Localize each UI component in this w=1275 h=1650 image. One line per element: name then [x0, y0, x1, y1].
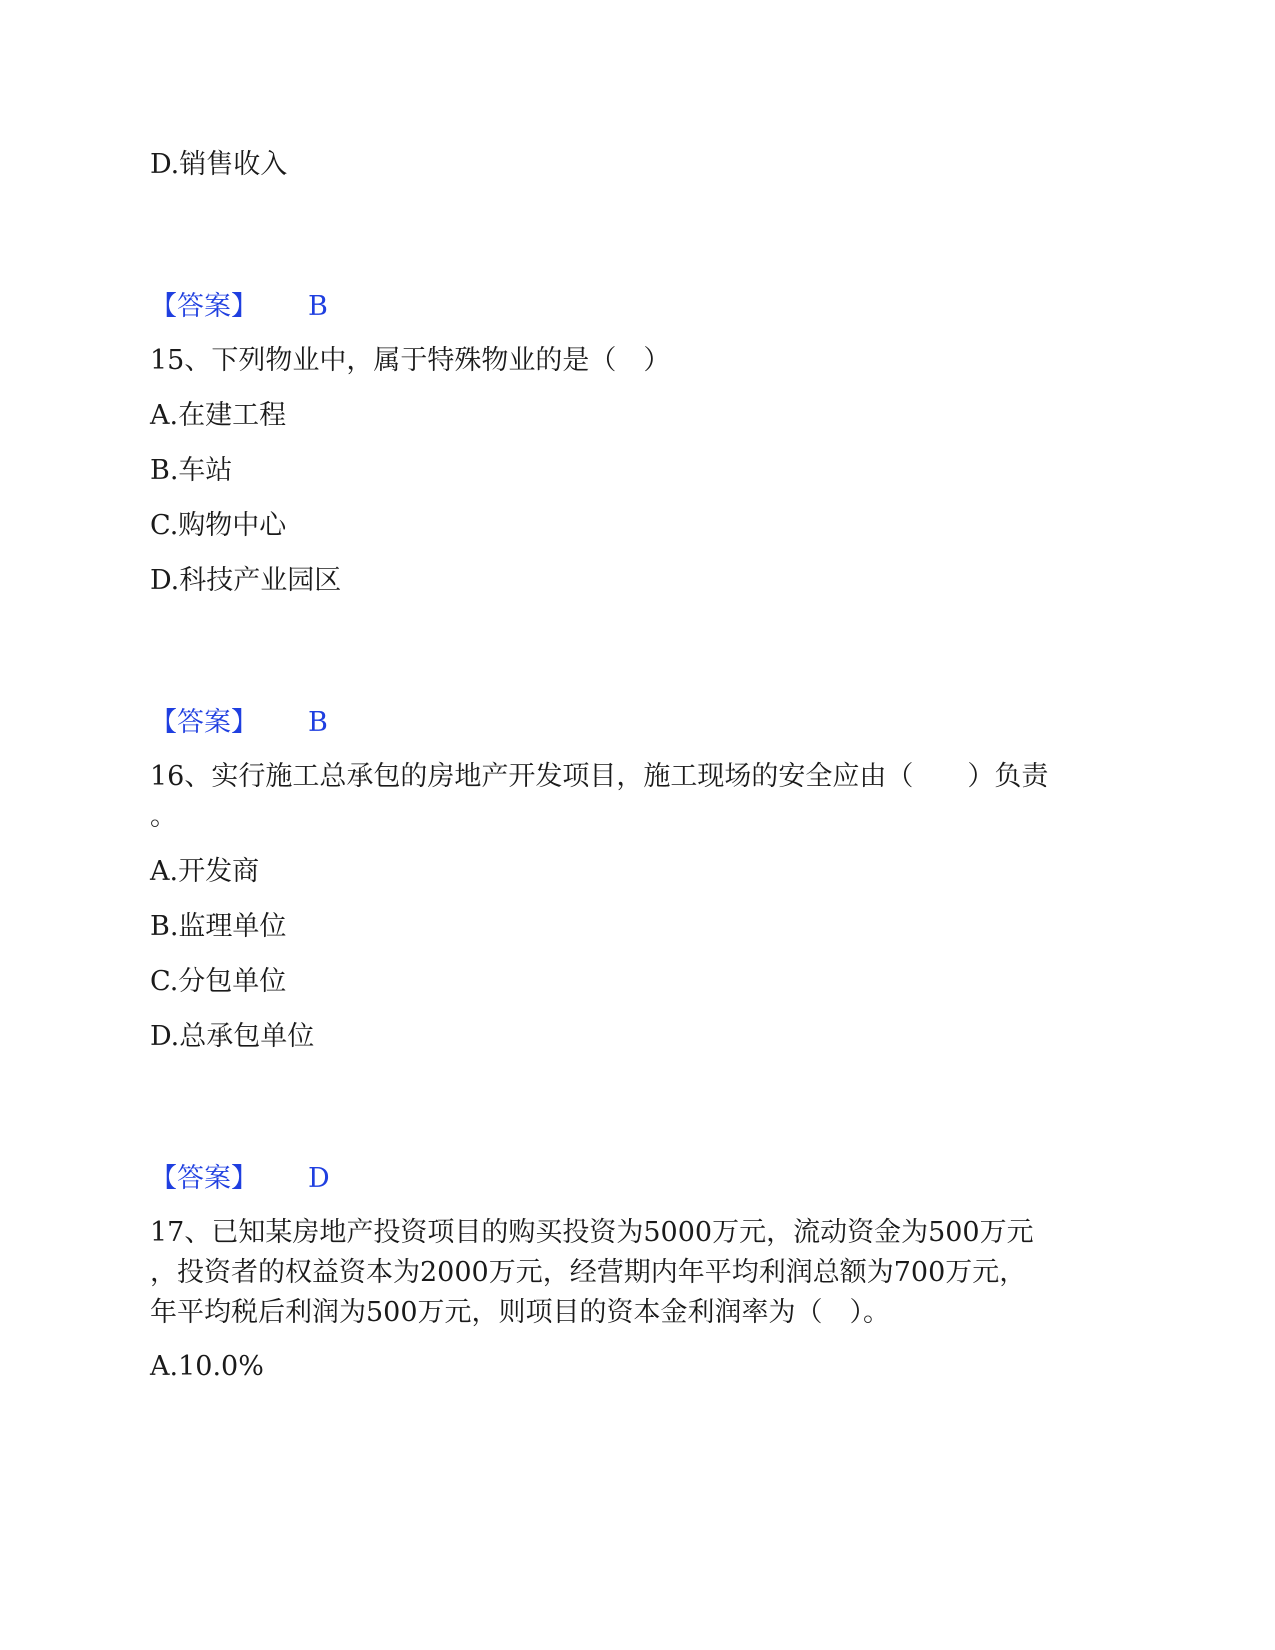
q14-option-d: D.销售收入 [150, 149, 288, 180]
answer-value: B [308, 707, 328, 738]
q16-stem-line2: 。 [150, 801, 177, 832]
answer-value: D [308, 1163, 330, 1194]
q14-answer [150, 290, 328, 324]
q17-option-a: A.10.0% [150, 1351, 264, 1382]
q15-option-d: D.科技产业园区 [150, 565, 342, 596]
answer-label: 【答案】 [150, 291, 258, 322]
q16-option-c: C.分包单位 [150, 966, 287, 997]
q15-option-b: B.车站 [150, 455, 233, 486]
answer-value: B [308, 291, 328, 322]
q16-option-b: B.监理单位 [150, 911, 287, 942]
answer-label: 【答案】 [150, 707, 258, 738]
q15-stem: 15、下列物业中，属于特殊物业的是（ ） [150, 345, 671, 376]
q17-stem-line2: ，投资者的权益资本为2000万元，经营期内年平均利润总额为700万元， [150, 1257, 1027, 1288]
q15-answer [150, 706, 328, 740]
q16-answer [150, 1162, 330, 1196]
q16-option-a: A.开发商 [150, 856, 260, 887]
q15-option-a: A.在建工程 [150, 400, 287, 431]
q16-option-d: D.总承包单位 [150, 1021, 315, 1052]
q16-stem-line1: 16、实行施工总承包的房地产开发项目，施工现场的安全应由（ ）负责 [150, 761, 1049, 792]
q17-stem-line1: 17、已知某房地产投资项目的购买投资为5000万元，流动资金为500万元 [150, 1217, 1034, 1248]
q15-option-c: C.购物中心 [150, 510, 287, 541]
answer-label: 【答案】 [150, 1163, 258, 1194]
q17-stem-line3: 年平均税后利润为500万元，则项目的资本金利润率为（ ）。 [150, 1297, 891, 1328]
